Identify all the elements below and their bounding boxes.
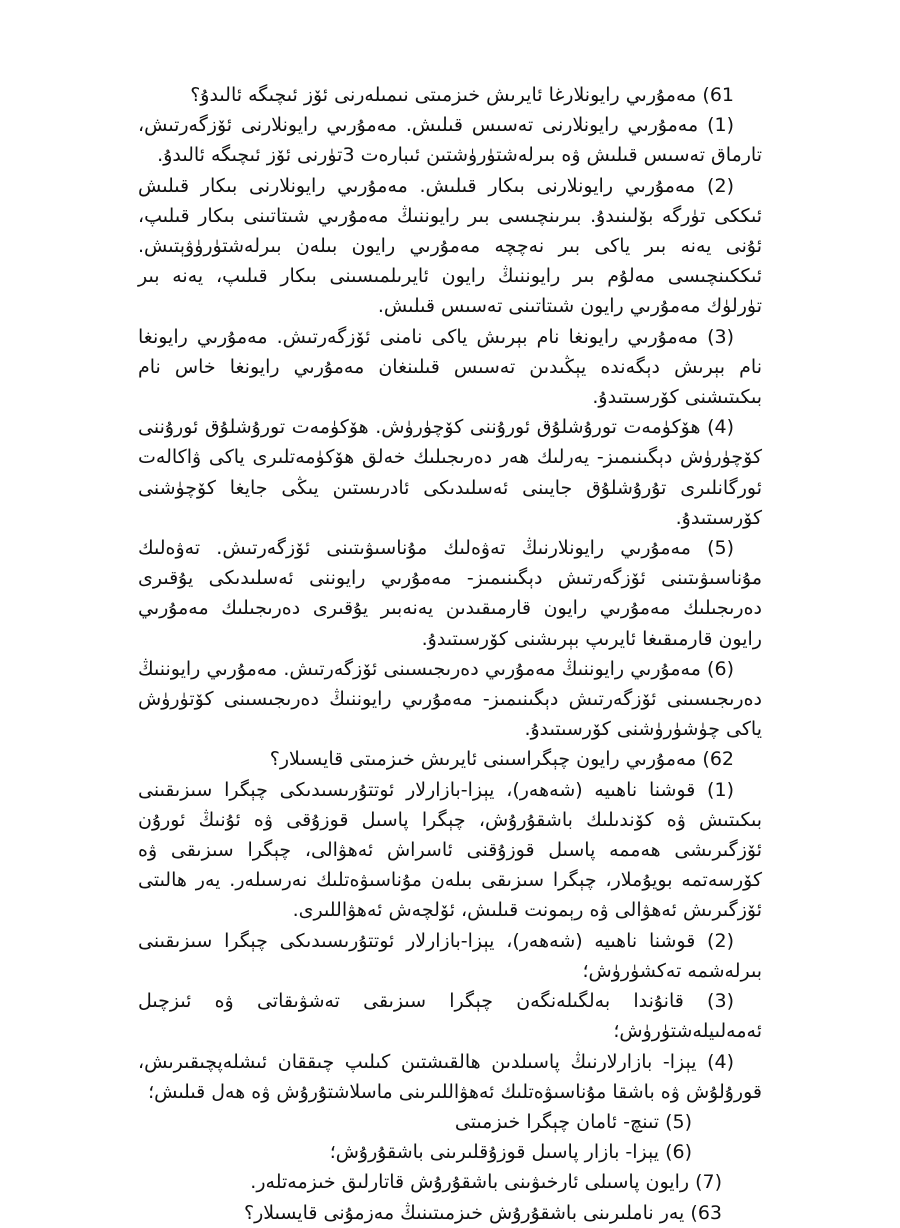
answer-62-item-6: (6) يېزا- بازار پاسىل قوزۇقلىرىنى باشقۇرۇش؛ [329,1141,692,1164]
answer-62-item-1: (1) قوشنا ناھىيە (شەھەر)، يېزا-بازارلار ئوتتۇرىسىدىكى چېگرا سىزىقىنى بىكىتىش ۋە كۆندىلىك باشقۇرۇش، چېگرا پاسىل قوزۇقى ۋە ئۇنىڭ ئورۇن ئۆزگىرىشى ھەممە پاسىل قوزۇقنى ئاسراش ئەھۋالى، چېگرا سىزىقى ۋە كۆرسەتمە بويۇملار، چېگرا سىزىقى بىلەن مۇناسىۋەتلىك نەرسىلەر. يەر ھالىتى ئۆزگىرىش ئەھۋالى ۋە رېمونت قىلىش، ئۆلچەش ئەھۋاللىرى. [138,778,762,922]
question-63-heading: 63) يەر ناملىرىنى باشقۇرۇش خىزمىتىنىڭ مەزمۇنى قايسىلار؟ [244,1201,722,1224]
answer-62-item-2: (2) قوشنا ناھىيە (شەھەر)، يېزا-بازارلار ئوتتۇرىسىدىكى چېگرا سىزىقىنى بىرلەشمە تەكشۈرۈش؛ [138,929,762,982]
question-62-heading: 62) مەمۇرىي رايون چېگراسىنى ئايرىش خىزمىتى قايسىلار؟ [269,748,734,771]
answer-62-item-7: (7) رايون پاسىلى ئارخىۋىنى باشقۇرۇش قاتارلىق خىزمەتلەر. [250,1171,722,1194]
answer-62-item-4: (4) يېزا- بازارلارنىڭ پاسىلدىن ھالقىشتىن كىلىپ چىققان ئىشلەپچىقىرىش، قورۇلۇش ۋە باشقا مۇناسىۋەتلىك ئەھۋاللىرىنى ماسلاشتۇرۇش ۋە ھەل قىلىش؛ [138,1050,762,1103]
answer-61-item-2: (2) مەمۇرىي رايونلارنى بىكار قىلىش. مەمۇرىي رايونلارنى بىكار قىلىش ئىككى تۈرگە بۆلىنىدۇ. بىرىنچىسى بىر رايوننىڭ مەمۇرىي شىتاتىنى بىكار قىلىپ، ئۇنى يەنە بىر ياكى بىر نەچچە مەمۇرىي رايون بىلەن بىرلەشتۈرۈۋېتىش. ئىككىنچىسى مەلۇم بىر رايوننىڭ رايون ئايرىلمىسىنى بىكار قىلىپ، يەنە بىر تۈرلۈك مەمۇرىي رايون شىتاتىنى تەسىس قىلىش. [138,174,762,318]
answer-61-item-5: (5) مەمۇرىي رايونلارنىڭ تەۋەلىك مۇناسىۋىتىنى ئۆزگەرتىش. تەۋەلىك مۇناسىۋىتىنى ئۆزگەرتىش دېگىنىمىز- مەمۇرىي رايوننى ئەسلىدىكى يۇقىرى دەرىجىلىك مەمۇرىي رايون قارمىقىدىن يەنەبىر يۇقىرى دەرىجىلىك مەمۇرىي رايون قارمىقىغا ئايرىپ بېرىشنى كۆرسىتىدۇ. [138,537,762,650]
answer-61-item-3: (3) مەمۇرىي رايونغا نام بېرىش ياكى نامنى ئۆزگەرتىش. مەمۇرىي رايونغا نام بېرىش دېگەندە يېڭىدىن تەسىس قىلىنغان مەمۇرىي رايونغا خاس نام بىكىتىشنى كۆرسىتىدۇ. [138,325,762,409]
answer-61-item-6: (6) مەمۇرىي رايوننىڭ مەمۇرىي دەرىجىسىنى ئۆزگەرتىش. مەمۇرىي رايوننىڭ دەرىجىسىنى ئۆزگەرتىش دېگىنىمىز- مەمۇرىي رايوننىڭ دەرىجىسىنى كۆتۈرۈش ياكى چۈشۈرۈشنى كۆرسىتىدۇ. [138,657,762,741]
question-61-heading: 61) مەمۇرىي رايونلارغا ئايرىش خىزمىتى نىمىلەرنى ئۆز ئىچىگە ئالىدۇ؟ [190,84,734,106]
answer-62-item-3: (3) قانۇندا بەلگىلەنگەن چېگرا سىزىقى تەشۋىقاتى ۋە ئىزچىل ئەمەلىيلەشتۈرۈش؛ [138,990,762,1043]
answer-61-item-1: (1) مەمۇرىي رايونلارنى تەسىس قىلىش. مەمۇرىي رايونلارنى ئۆزگەرتىش، تارماق تەسىس قىلىش ۋە بىرلەشتۈرۈشتىن ئىبارەت 3تۈرنى ئۆز ئىچىگە ئالىدۇ. [138,114,762,167]
answer-61-item-4: (4) ھۆكۈمەت تورۇشلۇق ئورۇننى كۆچۈرۈش. ھۆكۈمەت تورۇشلۇق ئورۇننى كۆچۈرۈش دېگىنىمىز- يەرلىك ھەر دەرىجىلىك خەلق ھۆكۈمەتلىرى ياكى ۋاكالەت ئورگانلىرى تۇرۇشلۇق جايىنى ئەسلىدىكى ئادرىستىن يىڭى جايغا كۆچۈشنى كۆرسىتىدۇ. [138,416,762,529]
answer-62-item-5: (5) تىنچ- ئامان چېگرا خىزمىتى [454,1110,692,1133]
